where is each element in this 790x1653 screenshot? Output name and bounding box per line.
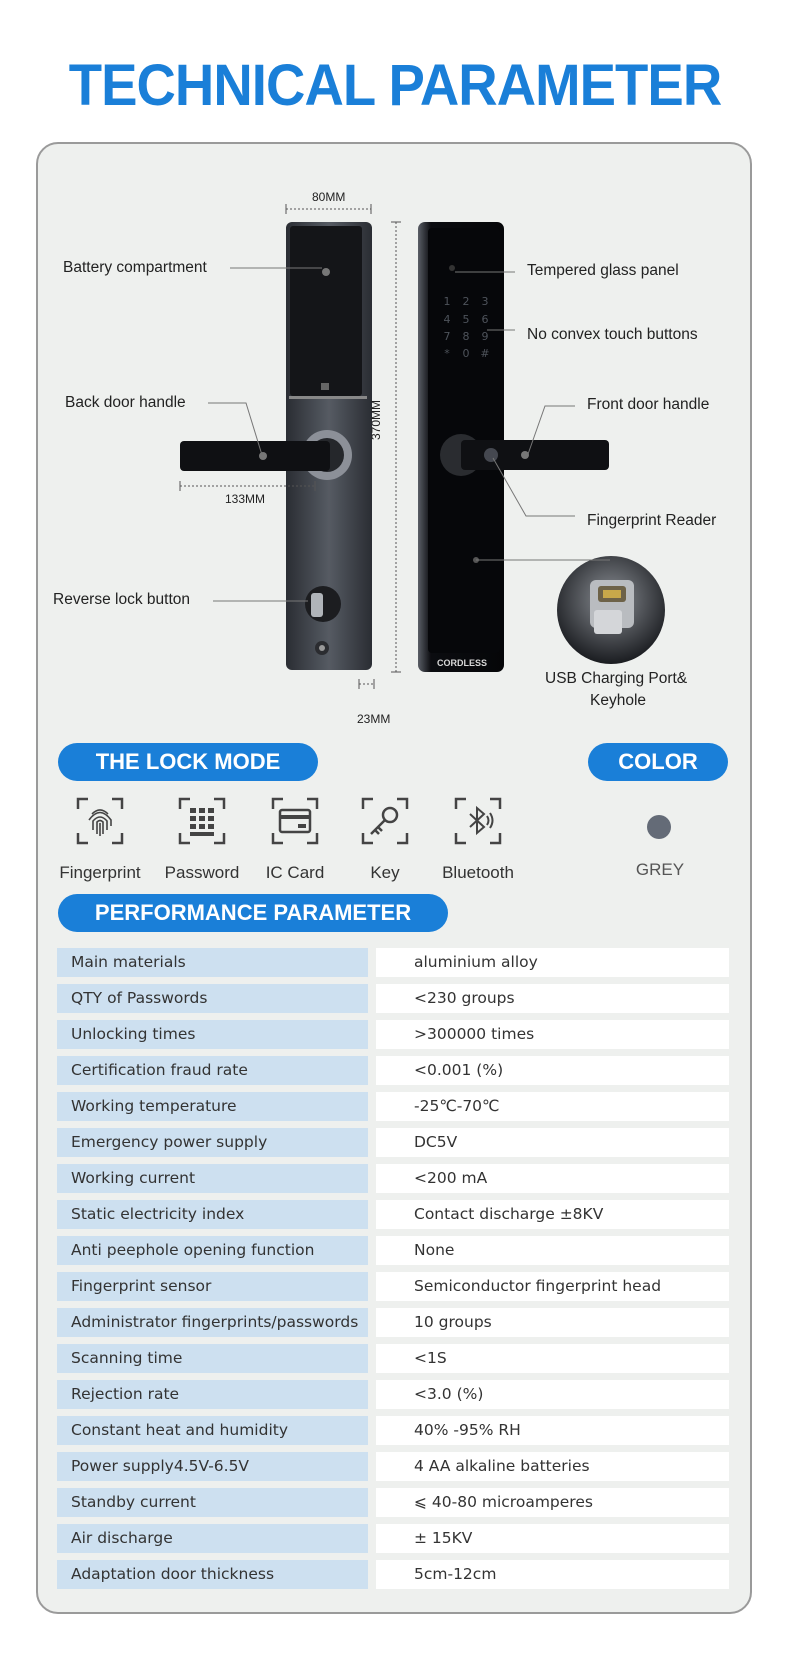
battery-callout: Battery compartment [63,259,207,276]
param-value: <230 groups [376,984,729,1013]
param-value: Contact discharge ±8KV [376,1200,729,1229]
param-value: >300000 times [376,1020,729,1049]
keypad-key: * [444,347,450,360]
key-icon [360,796,410,846]
param-key: Adaptation door thickness [57,1560,368,1589]
color-heading: COLOR [588,743,728,781]
keypad-key: # [480,347,490,360]
front-handle [461,440,609,470]
param-value: <200 mA [376,1164,729,1193]
mode-bluetooth [423,796,533,883]
param-key: Certification fraud rate [57,1056,368,1085]
keypad-key: 3 [481,295,489,308]
param-value: <3.0 (%) [376,1380,729,1409]
table-row [57,1380,729,1409]
table-row [57,984,729,1013]
lock-diagram [0,0,790,720]
glass-panel-callout: Tempered glass panel [527,262,679,279]
param-key: Rejection rate [57,1380,368,1409]
color-swatch [647,815,671,839]
front-handle-callout: Front door handle [587,396,710,413]
page-title: TECHNICAL PARAMETER [68,53,722,118]
color-name: GREY [635,860,685,879]
param-key: Static electricity index [57,1200,368,1229]
keypad-key: 1 [443,295,451,308]
back-handle [180,441,330,471]
param-key: Power supply4.5V-6.5V [57,1452,368,1481]
param-value: <0.001 (%) [376,1056,729,1085]
mode-label: Password [164,863,240,882]
mode-fingerprint [45,796,155,883]
table-row [57,948,729,977]
table-row [57,1452,729,1481]
param-value: None [376,1236,729,1265]
brand-label: CORDLESS [436,658,488,668]
param-key: Working current [57,1164,368,1193]
keypad-icon [177,796,227,846]
param-value: <1S [376,1344,729,1373]
param-key: Unlocking times [57,1020,368,1049]
keypad-key: 6 [481,313,489,326]
mode-label: IC Card [265,863,325,882]
param-key: Scanning time [57,1344,368,1373]
fingerprint-icon [75,796,125,846]
table-row [57,1524,729,1553]
keypad-key: 9 [481,330,489,343]
keypad-key: 4 [443,313,451,326]
table-row [57,1560,729,1589]
keypad-key: 8 [462,330,470,343]
param-key: QTY of Passwords [57,984,368,1013]
lock-mode-heading: THE LOCK MODE [58,743,318,781]
table-row [57,1092,729,1121]
param-value: 40% -95% RH [376,1416,729,1445]
usb-callout-line1: USB Charging Port& [545,670,688,687]
param-value: DC5V [376,1128,729,1157]
dim-handle-label: 133MM [225,492,266,506]
param-value: ⩽ 40-80 microamperes [376,1488,729,1517]
param-key: Emergency power supply [57,1128,368,1157]
table-row [57,1344,729,1373]
table-row [57,1488,729,1517]
table-row [57,1272,729,1301]
table-row [57,1164,729,1193]
bluetooth-icon [453,796,503,846]
card-icon [270,796,320,846]
param-value: 10 groups [376,1308,729,1337]
table-row [57,1128,729,1157]
fingerprint-reader-callout: Fingerprint Reader [587,512,717,529]
param-key: Constant heat and humidity [57,1416,368,1445]
table-row [57,1020,729,1049]
performance-table [57,948,729,1596]
param-value: 5cm-12cm [376,1560,729,1589]
table-row [57,1200,729,1229]
param-key: Air discharge [57,1524,368,1553]
dim-width-label: 80MM [312,190,346,204]
keypad-key: 2 [462,295,470,308]
keypad-key: 0 [462,347,470,360]
table-row [57,1236,729,1265]
back-handle-callout: Back door handle [65,394,186,411]
param-value: Semiconductor fingerprint head [376,1272,729,1301]
table-row [57,1308,729,1337]
param-key: Administrator fingerprints/passwords [57,1308,368,1337]
reverse-lock-callout: Reverse lock button [53,591,190,608]
table-row [57,1056,729,1085]
dim-depth-label: 23MM [357,712,391,726]
usb-callout-line2: Keyhole [590,692,647,709]
param-value: 4 AA alkaline batteries [376,1452,729,1481]
mode-label: Bluetooth [442,863,514,882]
param-key: Working temperature [57,1092,368,1121]
keypad-key: 7 [443,330,451,343]
param-key: Standby current [57,1488,368,1517]
mode-label: Key [370,863,400,882]
param-value: aluminium alloy [376,948,729,977]
touch-buttons-callout: No convex touch buttons [527,326,698,343]
param-key: Main materials [57,948,368,977]
keypad-key: 5 [462,313,470,326]
param-key: Fingerprint sensor [57,1272,368,1301]
param-key: Anti peephole opening function [57,1236,368,1265]
param-value: ± 15KV [376,1524,729,1553]
mode-label: Fingerprint [59,863,141,882]
performance-heading: PERFORMANCE PARAMETER [58,894,448,932]
param-value: -25℃-70℃ [376,1092,729,1121]
table-row [57,1416,729,1445]
dim-height-label: 370MM [369,399,383,440]
